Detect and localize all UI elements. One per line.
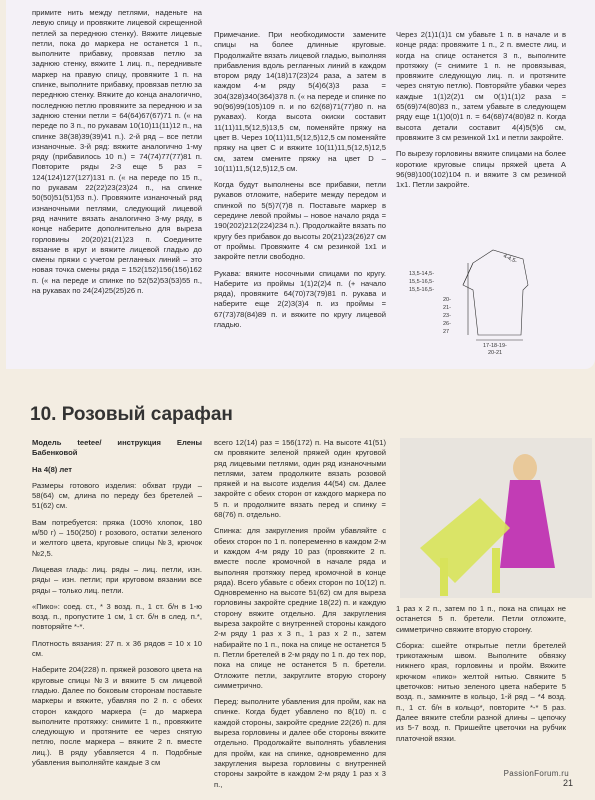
bottom-col2-paragraph-1: всего 12(14) раз = 156(172) п. На высоте 41(51) см провяжите зеленой пряжей один круговой ряд лицевыми петлями, один ряд изнаночными петлями, затем продолжите вязать розовой пряжей и на высоте изделия 44(54) см. Далее закройте с обеих сторон от каждого маркера по 5 п. и продолжите вязать перед и спинку = 68(76) п. отдельно. (214, 438, 386, 520)
top-column-2 (214, 30, 386, 336)
top-column-3 (396, 30, 566, 196)
top-col3-paragraph-1: Через 2(1)1(1)1 см убавьте 1 п. в начале и в конце ряда: провяжите 1 п., 2 п. вместе лиц. и когда на спице останется 3 п., выполните протяжку (= снимите 1 п. не провязывая, провяжите следующую лиц. п. и протяните через снятую петлю). Повторяйте убавки через каждые 1(1)2(2)1 см 0(1)1(1)2 раза = 65(69)74(80)83 п., затем убавьте в следующем ряду еще 1(1)0(0)1 п. = 64(68)74(80)82 п. Когда высота детали составит 4(4)5(5)6 см, провяжите 3 см резинкой 1х1 и петли закройте. (396, 30, 566, 142)
top-col1-paragraph: примите нить между петлями, наденьте на левую спицу и провяжите лицевой скрещенной петлей за переднюю стенку). Вяжите лицевые петли, пока до маркера не останется 1 п., выполните прибавку, провязав петлю за заднюю стенку, вяжите 1 лиц. п., переднивьте маркер на правую спицу, провяжите 1 п. на спинке, выполните прибавку, провязав петлю за переднюю стенку. Вяжите до конца аналогично, последнюю петлю провяжите за переднюю и за заднюю стенки петли = 64(64)67(67)71 п. (« на переде по 3 п., по рукавам 10(10)11(11)12 п., на спинке 38(38)39(39)41 п.). 2-й ряд – все петли изнаночные. 3-й ряд: вяжите аналогично 1-му ряду (прибавилось 10 п.) = 74(74)77(77)81 п. Повторите ряды 2-3 еще 5 раз = 124(124)127(127)131 п. (« на переде по 15 п., по рукавам 22(22)23(23)24 п., на спинке 50(50)51(51)53 п.). Провяжите изнаночный ряд изнаночными петлями, следующий лицевой ряд начните вязать аналогично 3-му ряду, в конце наберите дополнительно для выреза горловины 20(20)21(21)23 п. Соедините вязание в круг и вяжите лицевой гладью до смены пряжи с учетом регланных линий – это новая точка смены ряда = 152(152)156(156)162 п. (« на переде и спинке по 52(52)53(53)55 п., на рукавах по 24(24)25(25)26 п. (32, 8, 202, 296)
bottom-column-1 (32, 438, 202, 774)
bottom-col1-paragraph-2: На 4(8) лет (32, 464, 72, 474)
girl-photo (400, 438, 592, 598)
page-number: 21 (562, 778, 573, 788)
bottom-col1-paragraph-6: «Пико»: соед. ст., * 3 возд. п., 1 ст. б/н в 1-ю возд. п., пропустите 1 см, 1 ст. б/н в след. п.*, повторяйте *-*. (32, 601, 202, 632)
page-title: 10. Розовый сарафан (30, 404, 233, 425)
bottom-col1-paragraph-7: Плотность вязания: 27 п. х 36 рядов = 10 х 10 см. (32, 638, 202, 659)
top-col2-paragraph-3: Рукава: вяжите носочными спицами по кругу. Наберите из проймы 1(1)2(2)4 п. (+ начало ряда), провяжите 64(70)73(79)81 п. рукава и наберите еще 2(2)3(3)4 п. из проймы = 67(73)78(84)89 п. и вяжите по кругу лицевой гладью. (214, 268, 386, 330)
top-column-1 (32, 8, 202, 302)
bottom-col3-paragraph-2: Сборка: сшейте открытые петли бретелей трикотажным швом. Выполните обвязку нижнего края, горловины и пройм. Вяжите крючком «пико» желтой нитью. Свяжите 5 цветочков: нитью зеленого цвета наберите 5 возд. п., замкните в кольцо, 1-й ряд – *4 возд. п., 1 ст. б/н в кольцо*, повторите *-* 5 раз. Далее вяжите стебли разной длины – цепочку из 5-7 возд. п. Пришейте цветочки на рубчик платочной вязки. (396, 640, 566, 743)
schema-label-side-4: 20- (443, 297, 451, 303)
top-col2-paragraph-1: Примечание. При необходимости замените спицы на более длинные круговые. Продолжайте вязать лицевой гладью, выполняя прибавления вдоль регланных линий в каждом втором ряду 14(18)17(23)24 раза, а затем в каждом 4-м ряду 5(4)6(3)3 раза = 304(328)340(364)378 п. (« на переде и спинке по 90(96)99(105)109 п. и по 62(68)71(77)80 п. на рукавах). Когда высота окиски составит 11(11)11,5(12,5)13,5 см, поменяйте пряжу на цвет В. Через 10(11)11,5(12,5)12,5 см поменяйте пряжу на цвет С и вяжите 10(11)11,5(12,5)12,5 см, затем смените пряжу на цвет D – 10(11)11,5(12,5)12,5 см. (214, 30, 386, 173)
bottom-col1-paragraph-3: Размеры готового изделия: обхват груди – 58(64) см, длина по переду без бретелей – 51(62) см. (32, 480, 202, 511)
bottom-col1-paragraph-8: Наберите 204(228) п. пряжей розового цвета на круговые спицы №3 и вяжите 5 см лицевой гладью. Далее по боковым сторонам поставьте маркеры и вяжите, убавляя по 2 п. с обеих сторон каждого маркера (= до маркера выполните протяжку: снимите 1 п., провяжите следующую и протяните ее через снятую петлю, после маркера – вяжите 2 п. вместе лиц.). В ряду убавляется 4 п. Подобные убавления выполняйте каждые 3 см (32, 665, 202, 768)
schema-label-side-3: 15,5-16,5- (409, 287, 435, 293)
top-col3-paragraph-2: По вырезу горловины вяжите спицами на более короткие круговые спицы пряжей цвета А 96(98)100(102)104 п. и вяжите 3 см резинкой 1х1. Петли закройте. (396, 149, 566, 190)
bottom-column-2 (214, 438, 386, 796)
bottom-col2-paragraph-3: Перед: выполните убавления для пройм, как на спинке. Когда будет убавлено по 8(10) п. с каждой стороны, закройте средние 22(26) п. для выреза горловины и далее обе стороны вяжите отдельно. Продолжайте выполнять убавления для пройм, как на спинке, одновременно для закругления выреза горловины с внутренней стороны закройте в каждом 2-м ряду 1 раз х 3 п., (214, 697, 386, 789)
bottom-col1-paragraph-4: Вам потребуется: пряжа (100% хлопок, 180 м/50 г) – 150(250) г розового, остатки зеленого и желтого цвета, круговые спицы №3, крючок №2,5. (32, 517, 202, 558)
top-col2-paragraph-2: Когда будут выполнены все прибавки, петли рукавов отложите, наберите между передом и спинкой по 5(5)7(7)8 п. Поставьте маркер в середине левой проймы – новое начало ряда = 190(202)212(224)234 п.). Продолжайте вязать по кругу без прибавок до высоты 20(21)23(26)27 см от проймы. Провяжите 4 см резинкой 1х1 и закройте петли свободно. (214, 180, 386, 262)
schema-label-bottom-1: 17-18-19- (483, 343, 507, 349)
bottom-col1-paragraph-5: Лицевая гладь: лиц. ряды – лиц. петли, изн. ряды – изн. петли; при круговом вязании все ряды – только лиц. петли. (32, 564, 202, 595)
bottom-column-3 (396, 604, 566, 750)
schema-label-side-2: 15,5-16,5- (409, 279, 435, 285)
watermark: PassionForum.ru (503, 769, 569, 778)
schema-label-side-5: 21- (443, 305, 451, 311)
pattern-schema (403, 245, 573, 355)
bottom-col1-paragraph-1: Модель teetee/ инструкция Елены Бабенковой (32, 438, 202, 458)
schema-label-side-8: 27 (443, 329, 450, 335)
schema-label-side-1: 13,5-14,5- (409, 271, 435, 277)
schema-label-side-7: 26- (443, 321, 451, 327)
schema-label-side-6: 23- (443, 313, 451, 319)
bottom-col3-paragraph-1: 1 раз х 2 п., затем по 1 п., пока на спицах не останется 5 п. бретели. Петли отложите, симметрично свяжите вторую сторону. (396, 604, 566, 634)
schema-outline (463, 250, 528, 335)
schema-label-top: 4-4,5- (502, 253, 518, 265)
bottom-col2-paragraph-2: Спинка: для закругления пройм убавляйте с обеих сторон по 1 п. попеременно в каждом 2-м и каждом 4-м ряду 10 раз (провяжите 2 п. вместе после кромочной в начале ряда и выполняя протяжку перед кромочной в конце ряда). Всего убавьте с обеих сторон по 10(12) п. Одновременно на высоте 51(62) см для выреза горловины закройте средние 18(22) п. и каждую сторону вяжите отдельно. Для закругления выреза закройте с внутренней стороны каждого 2-м ряду 1 раз х 3 п., 1 раз х 2 п., затем набирайте по 1 п., пока на спице не останется 5 п. Петли бретелей в 2-м ряду по 1 п. до тех пор, пока на спице не останется 5 п. бретели. Отложите петли, закруглите вторую сторону симметрично. (214, 526, 386, 690)
schema-label-bottom-2: 20-21 (488, 350, 503, 355)
